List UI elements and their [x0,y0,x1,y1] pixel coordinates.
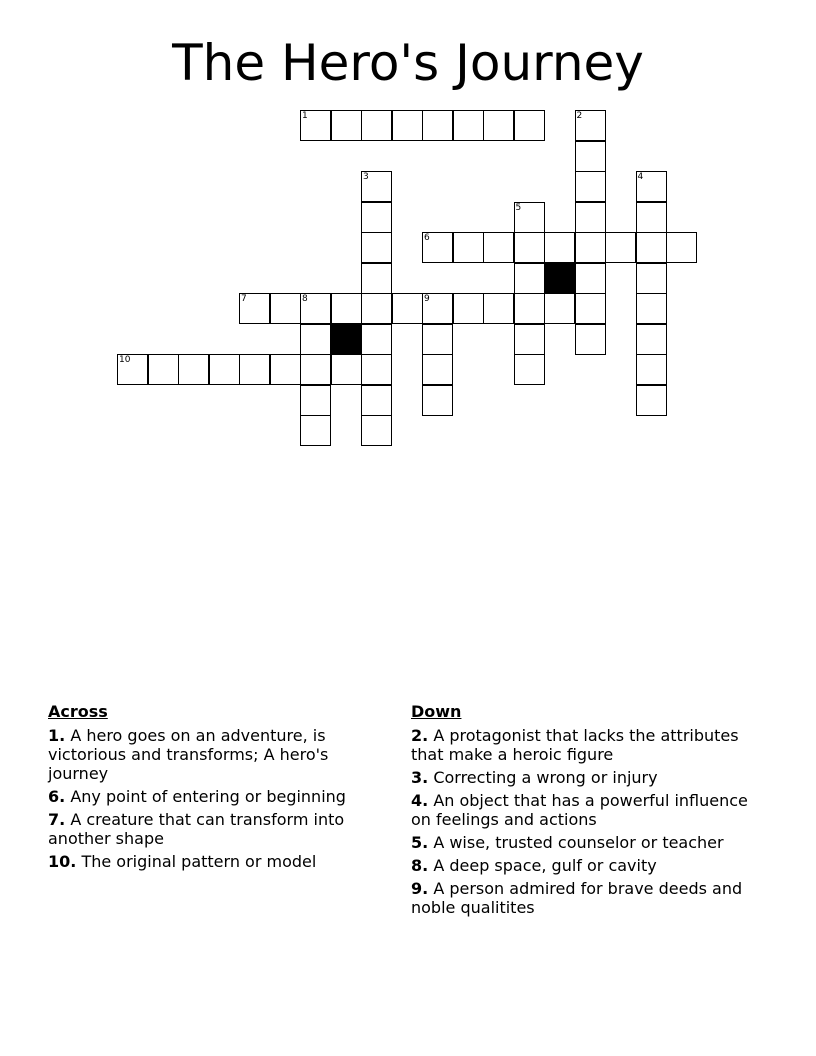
clue-number: 1. [48,726,66,745]
grid-cell[interactable] [361,385,392,416]
grid-cell[interactable] [392,110,423,141]
grid-cell[interactable] [331,110,362,141]
clue-across-10 [48,852,388,871]
cell-number: 6 [424,233,430,243]
cell-number: 7 [241,294,247,304]
grid-cell[interactable] [636,385,667,416]
grid-cell[interactable] [300,293,331,324]
clue-number: 5. [411,833,429,852]
cell-number: 2 [576,111,583,121]
clue-down-3 [411,768,751,787]
clue-number: 9. [411,879,429,898]
grid-cell[interactable] [422,385,453,416]
grid-cell[interactable] [514,293,545,324]
grid-cell[interactable] [117,354,148,385]
grid-cell[interactable] [514,110,545,141]
cell-number: 8 [302,294,308,304]
cell-number: 9 [424,294,430,304]
grid-cell[interactable] [422,324,453,355]
cell-number: 1 [302,111,308,121]
clue-text: The original pattern or model [81,852,317,871]
grid-cell[interactable] [300,415,331,446]
grid-cell[interactable] [483,110,514,141]
clue-number: 10. [48,852,77,871]
clue-text: A wise, trusted counselor or teacher [433,833,724,852]
clue-across-7 [48,810,388,848]
clue-text: A protagonist that lacks the attributes that make a heroic figure [411,726,739,764]
grid-cell[interactable] [361,202,392,233]
grid-cell[interactable] [270,354,301,385]
grid-cell[interactable] [361,110,392,141]
grid-cell[interactable] [575,324,606,355]
grid-cell[interactable] [361,354,392,385]
grid-cell[interactable] [148,354,179,385]
grid-cell[interactable] [483,232,514,263]
black-square [331,324,362,355]
grid-cell[interactable] [422,232,453,263]
grid-cell[interactable] [575,110,606,141]
grid-cell[interactable] [422,110,453,141]
clue-down-8 [411,856,751,875]
grid-cell[interactable] [575,202,606,233]
grid-cell[interactable] [422,293,453,324]
grid-cell[interactable] [636,263,667,294]
grid-cell[interactable] [270,293,301,324]
clue-down-9 [411,879,751,917]
grid-cell[interactable] [361,232,392,263]
grid-cell[interactable] [514,354,545,385]
grid-cell[interactable] [392,293,423,324]
clue-text: A deep space, gulf or cavity [433,856,657,875]
clue-text: A person admired for brave deeds and noble qualitites [411,879,743,917]
grid-cell[interactable] [575,293,606,324]
cell-number: 10 [119,355,131,365]
grid-cell[interactable] [575,263,606,294]
grid-cell[interactable] [636,202,667,233]
clue-text: A creature that can transform into another shape [48,810,345,848]
clue-across-1 [48,726,388,783]
grid-cell[interactable] [422,354,453,385]
grid-cell[interactable] [666,232,697,263]
puzzle-title: The Hero's Journey [172,34,644,92]
grid-cell[interactable] [575,232,606,263]
grid-cell[interactable] [300,324,331,355]
grid-cell[interactable] [361,415,392,446]
clue-down-5 [411,833,751,852]
grid-cell[interactable] [514,263,545,294]
grid-cell[interactable] [361,171,392,202]
grid-cell[interactable] [636,324,667,355]
grid-cell[interactable] [453,110,484,141]
grid-cell[interactable] [514,324,545,355]
grid-cell[interactable] [361,324,392,355]
black-square [544,263,575,294]
grid-cell[interactable] [544,232,575,263]
grid-cell[interactable] [636,354,667,385]
clue-text: Correcting a wrong or injury [433,768,658,787]
cell-number: 3 [363,172,369,182]
grid-cell[interactable] [453,232,484,263]
down-clues [411,702,751,921]
clue-across-6 [48,787,388,806]
grid-cell[interactable] [331,293,362,324]
grid-cell[interactable] [361,293,392,324]
clue-number: 8. [411,856,429,875]
grid-cell[interactable] [453,293,484,324]
grid-cell[interactable] [636,232,667,263]
grid-cell[interactable] [605,232,636,263]
clue-number: 7. [48,810,66,829]
grid-cell[interactable] [239,293,270,324]
grid-cell[interactable] [636,293,667,324]
clue-down-4 [411,791,751,829]
grid-cell[interactable] [636,171,667,202]
cell-number: 5 [515,202,522,213]
across-clues [48,702,388,875]
grid-cell[interactable] [178,354,209,385]
clue-text: An object that has a powerful influence on feelings and actions [411,791,748,829]
clue-text: Any point of entering or beginning [70,787,346,806]
grid-cell[interactable] [239,354,270,385]
across-heading: Across [48,702,108,721]
grid-cell[interactable] [575,171,606,202]
grid-cell[interactable] [331,354,362,385]
grid-cell[interactable] [300,385,331,416]
grid-cell[interactable] [514,232,545,263]
grid-cell[interactable] [483,293,514,324]
clue-down-2 [411,726,751,764]
grid-cell[interactable] [544,293,575,324]
clue-number: 3. [411,768,429,787]
clue-number: 6. [48,787,66,806]
clue-number: 4. [411,791,429,810]
grid-cell[interactable] [514,202,545,233]
grid-cell[interactable] [361,263,392,294]
down-heading: Down [411,702,462,721]
cell-number: 4 [637,172,644,182]
grid-cell[interactable] [300,354,331,385]
grid-cell[interactable] [575,141,606,172]
grid-cell[interactable] [209,354,240,385]
clue-number: 2. [411,726,429,745]
clue-text: A hero goes on an adventure, is victorious and transforms; A hero's journey [48,726,329,783]
grid-cell[interactable] [300,110,331,141]
